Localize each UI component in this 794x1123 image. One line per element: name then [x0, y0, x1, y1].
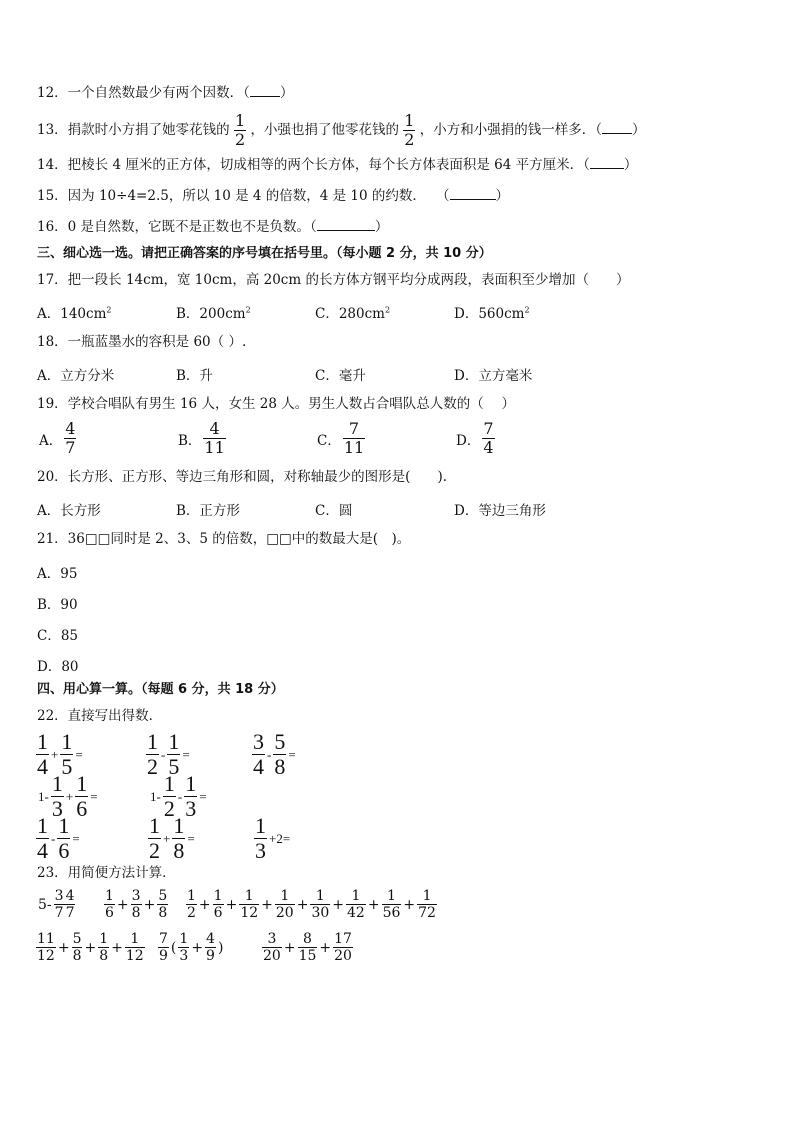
option-a[interactable]: A．$140cm^2$ [37, 305, 112, 322]
option-d[interactable]: D．80 [37, 659, 79, 675]
expression: $\frac{1}{2}$ - $\frac{1}{5}$ = [147, 729, 190, 779]
option-b[interactable]: B．90 [37, 597, 78, 613]
option-c[interactable]: C． $\frac{7}{11}$ [317, 419, 365, 457]
fraction: $\frac{1}{2}$ [234, 111, 246, 149]
expression: $\frac{11}{12}$ + $\frac{5}{8}$ + $\frac{1}{8}$ + $\frac{1}{12}$ [37, 931, 144, 964]
question-13: 13．捐款时小方捐了她零花钱的 $\frac{1}{2}$ ，小强也捐了他零花钱的 $\frac{1}{2}$ ，小方和小强捐的钱一样多．（ ） [37, 111, 646, 149]
option-a[interactable]: A． $\frac{4}{7}$ [39, 419, 76, 457]
option-d[interactable]: D．立方毫米 [454, 368, 533, 384]
option-b[interactable]: B．$200cm^2$ [176, 305, 251, 322]
question-23: 23．用简便方法计算． [37, 865, 176, 881]
answer-blank[interactable] [602, 121, 632, 134]
question-16: 16．0 是自然数，它既不是正数也不是负数。（ ） [37, 219, 389, 235]
option-c[interactable]: C．圆 [315, 503, 353, 519]
answer-blank[interactable] [590, 156, 624, 169]
expression: 1- $\frac{1}{3}$ + $\frac{1}{6}$ = [38, 771, 98, 821]
question-14: 14．把棱长 4 厘米的正方体，切成相等的两个长方体，每个长方体表面积是 64 平方厘米．（ ） [37, 157, 638, 173]
expression: $\frac{3}{20}$ + $\frac{8}{15}$ + $\frac{17}{20}$ [263, 931, 352, 964]
question-21: 21．36□□同时是 2、3、5 的倍数，□□中的数最大是( )。 [37, 531, 411, 547]
section-3-heading: 三、细心选一选。请把正确答案的序号填在括号里。（每小题 2 分，共 10 分） [37, 246, 492, 261]
question-22: 22．直接写出得数． [37, 708, 163, 724]
option-c[interactable]: C．$280cm^2$ [315, 305, 391, 322]
option-d[interactable]: D．$560cm^2$ [454, 305, 530, 322]
option-c[interactable]: C．毫升 [315, 368, 366, 384]
option-b[interactable]: B． $\frac{4}{11}$ [178, 419, 225, 457]
option-a[interactable]: A．长方形 [37, 503, 101, 519]
section-4-heading: 四、用心算一算。（每题 6 分，共 18 分） [37, 682, 284, 697]
expression: $\frac{1}{6}$ + $\frac{3}{8}$ + $\frac{5}{8}$ [105, 888, 168, 921]
question-15: 15．因为 10÷4=2.5，所以 10 是 4 的倍数，4 是 10 的约数． [37, 188, 426, 204]
question-15-blank: （ ） [436, 188, 509, 204]
fraction: $\frac{1}{2}$ [404, 111, 415, 149]
answer-blank[interactable] [317, 218, 375, 231]
expression: $\frac{3}{4}$ - $\frac{5}{8}$ = [253, 729, 296, 779]
option-a[interactable]: A．95 [37, 566, 78, 582]
expression: 5- $\frac{3}{7}$ $\frac{4}{7}$ [38, 888, 75, 921]
question-20: 20．长方形、正方形、等边三角形和圆，对称轴最少的图形是( ). [37, 469, 448, 485]
expression: $\frac{1}{4}$ - $\frac{1}{6}$ = [37, 813, 80, 863]
question-12: 12．一个自然数最少有两个因数．（ ） [37, 85, 294, 101]
expression: $\frac{1}{4}$ + $\frac{1}{5}$ = [37, 729, 83, 779]
option-b[interactable]: B．正方形 [176, 503, 240, 519]
expression: $\frac{1}{2}$ + $\frac{1}{8}$ = [149, 813, 195, 863]
question-18: 18．一瓶蓝墨水的容积是 60（ ）. [37, 334, 247, 350]
option-b[interactable]: B．升 [176, 368, 213, 384]
question-17: 17．把一段长 14cm，宽 10cm，高 20cm 的长方体方钢平均分成两段，表面积至少增加（ ） [37, 272, 630, 288]
expression: $\frac{7}{9}$ ( $\frac{1}{3}$ + $\frac{4}{9}$ ) [159, 931, 224, 964]
option-d[interactable]: D．等边三角形 [454, 503, 546, 519]
expression: $\frac{1}{2}$ + $\frac{1}{6}$ + $\frac{1}{12}$ + $\frac{1}{20}$ + $\frac{1}{30}$ + $\frac{1}{42}$ + $\frac{1}{56}$ + $\frac{1}{72}$ [187, 888, 436, 921]
question-19: 19．学校合唱队有男生 16 人，女生 28 人。男生人数占合唱队总人数的（ ） [37, 396, 515, 412]
expression: $\frac{1}{3}$ +2= [255, 813, 291, 863]
expression: 1- $\frac{1}{2}$ - $\frac{1}{3}$ = [150, 771, 207, 821]
answer-blank[interactable] [450, 187, 496, 200]
option-a[interactable]: A．立方分米 [37, 368, 115, 384]
option-c[interactable]: C．85 [37, 628, 79, 644]
option-d[interactable]: D． $\frac{7}{4}$ [456, 419, 494, 457]
answer-blank[interactable] [250, 84, 280, 97]
